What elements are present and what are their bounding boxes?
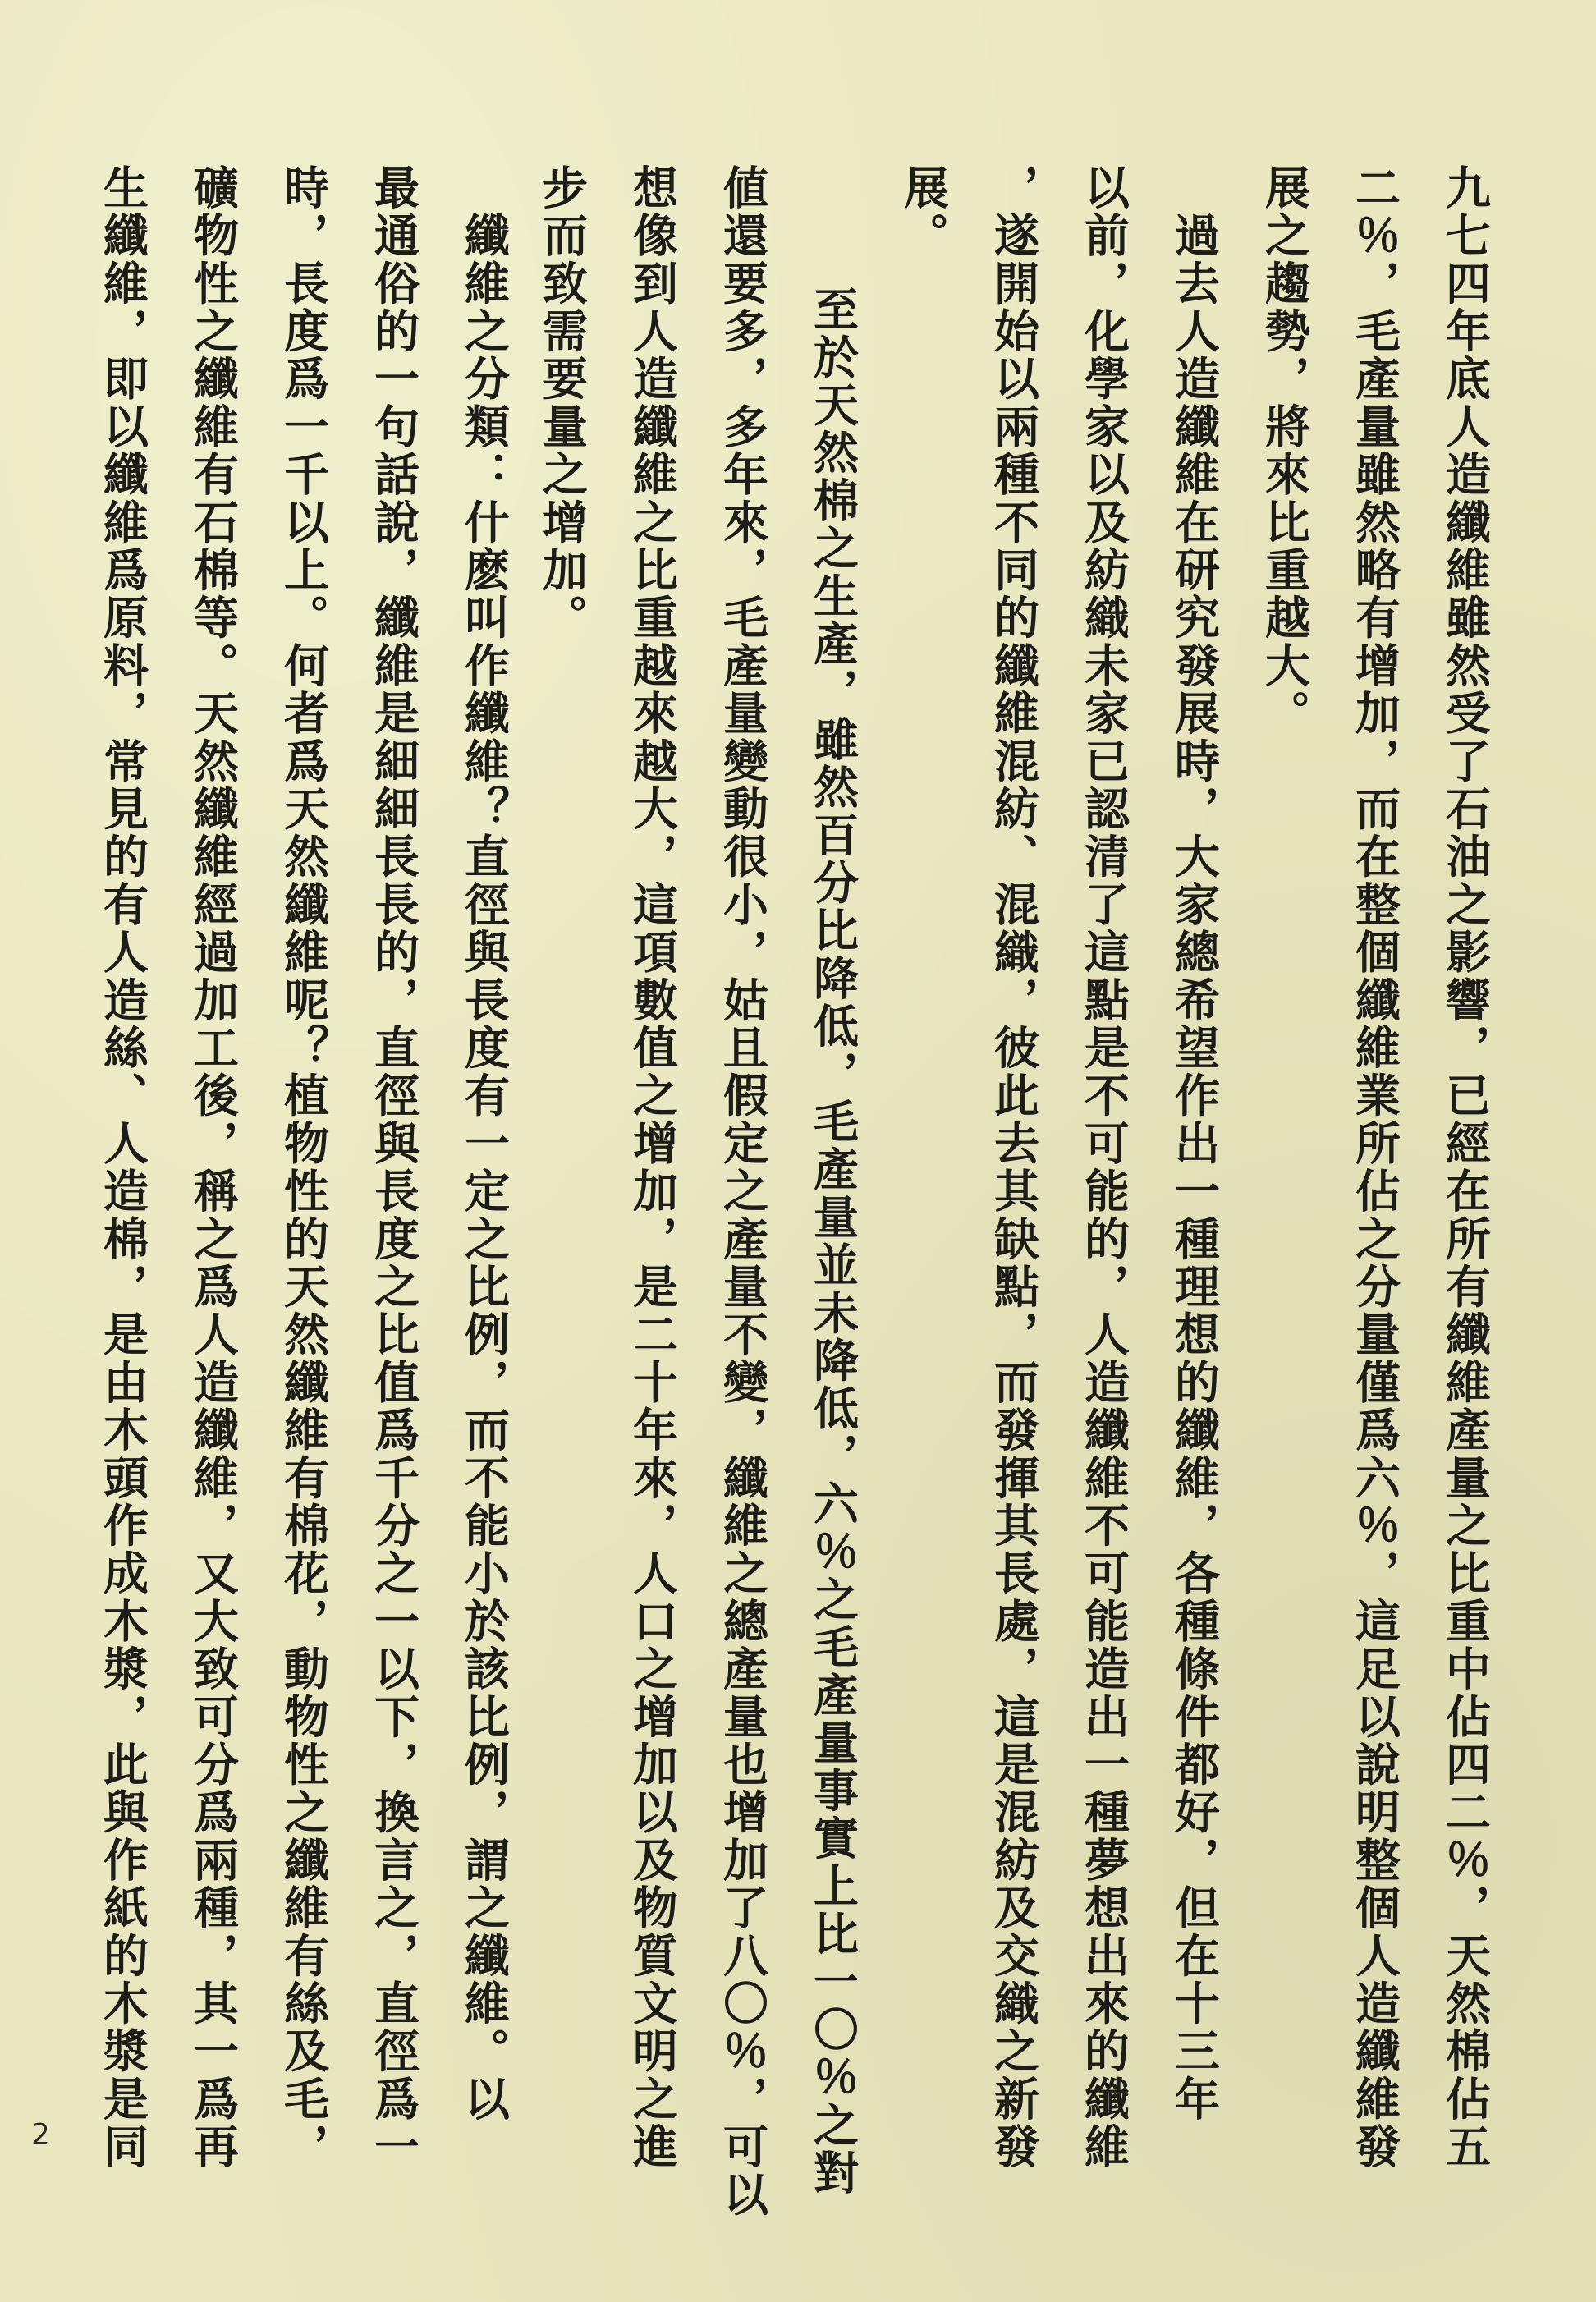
text-column-10: 想像到人造纖維之比重越來越大，這項數值之增加，是二十年來，人口之增加以及物質文明之進 [626, 164, 679, 2171]
text-column-9: 値還要多，多年來，毛產量變動很小，姑且假定之產量不變，纖維之總產量也增加了八〇％，可以 [716, 164, 769, 2219]
page-number: 2 [31, 2118, 50, 2152]
text-column-12: 纖維之分類：什麽叫作纖維？直徑與長度有一定之比例，而不能小於該比例，謂之纖維。以 [457, 164, 511, 2124]
text-column-13: 最通俗的一句話說，纖維是細細長長的，直徑與長度之比值爲千分之一以下，換言之，直徑爲一 [367, 164, 420, 2171]
text-column-6: ，遂開始以兩種不同的纖維混紡、混織，彼此去其缺點，而發揮其長處，這是混紡及交織之新發 [987, 164, 1040, 2171]
text-column-7: 展。 [897, 164, 950, 260]
text-column-4: 過去人造纖維在研究發展時，大家總希望作出一種理想的纖維，各種條件都好，但在十三年 [1167, 164, 1221, 2124]
text-column-1: 九七四年底人造纖維雖然受了石油之影響，已經在所有纖維產量之比重中佔四二％，天然棉佔五 [1438, 164, 1492, 2171]
text-column-3: 展之趨勢，將來比重越大。 [1258, 164, 1311, 738]
text-column-14: 時，長度爲一千以上。何者爲天然纖維呢？植物性的天然纖維有棉花，動物性之纖維有絲及毛， [277, 164, 330, 2171]
text-column-5: 以前，化學家以及紡織未家已認清了這點是不可能的，人造纖維不可能造出一種夢想出來的纖維 [1077, 164, 1130, 2171]
text-column-8: 至於天然棉之生產，雖然百分比降低，毛產量並未降低，六％之毛產量事實上比一〇％之對 [806, 238, 860, 2198]
text-column-15: 礦物性之纖維有石棉等。天然纖維經過加工後，稱之爲人造纖維，又大致可分爲兩種，其一爲再 [186, 164, 240, 2171]
text-column-11: 步而致需要量之增加。 [535, 164, 589, 642]
text-column-2: 二％，毛產量雖然略有增加，而在整個纖維業所佔之分量僅爲六％，這足以說明整個人造纖維發 [1348, 164, 1401, 2171]
text-column-16: 生纖維，即以纖維爲原料，常見的有人造絲、人造棉，是由木頭作成木漿，此與作紙的木漿是同 [96, 164, 149, 2171]
